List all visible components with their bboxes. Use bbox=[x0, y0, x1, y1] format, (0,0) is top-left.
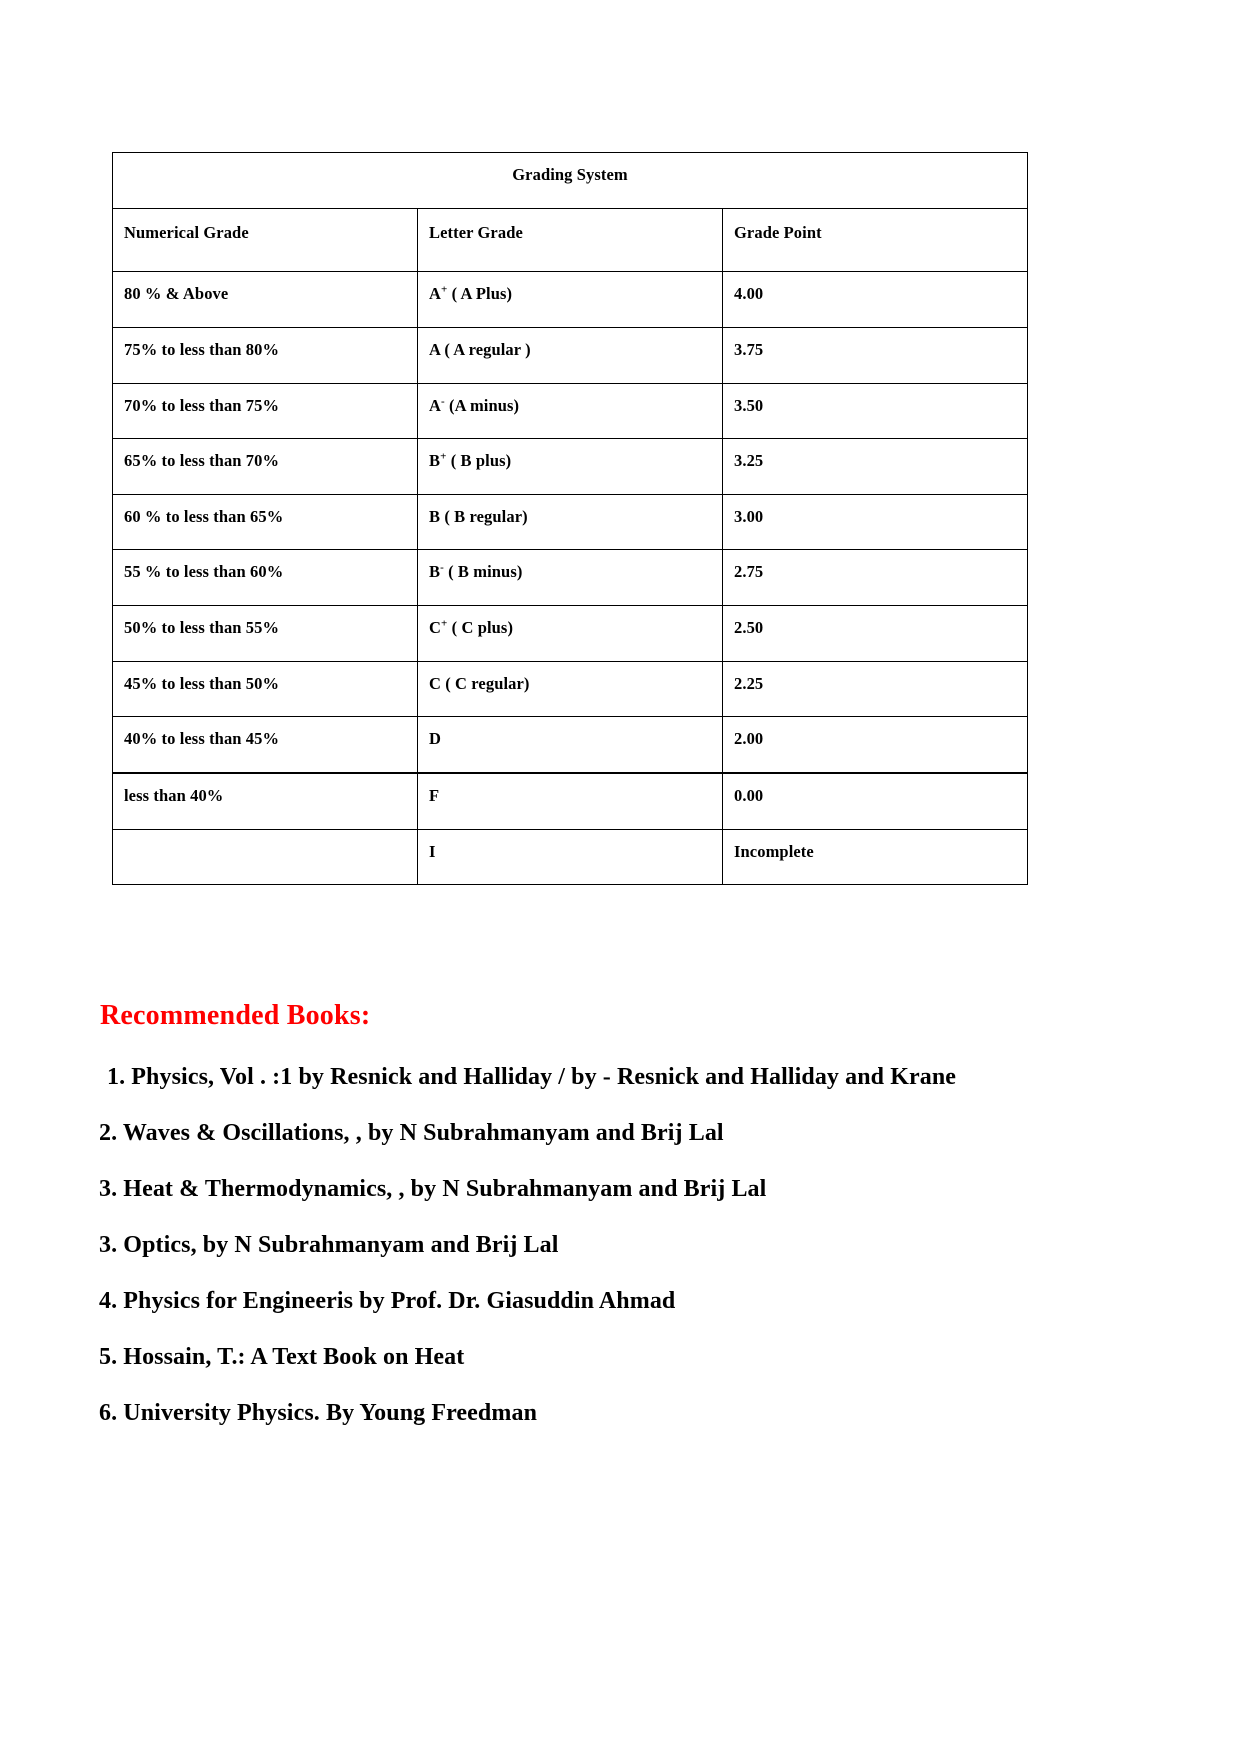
letter-grade-base: B bbox=[429, 562, 441, 582]
cell-letter-grade bbox=[418, 550, 723, 606]
cell-numerical-grade: 40% to less than 45% bbox=[113, 717, 418, 773]
cell-letter-grade bbox=[418, 272, 723, 328]
cell-letter-grade: B ( B regular) bbox=[418, 494, 723, 550]
table-row bbox=[113, 272, 1028, 328]
cell-grade-point: 3.25 bbox=[723, 439, 1028, 495]
cell-letter-grade bbox=[418, 606, 723, 662]
column-header-numerical-grade: Numerical Grade bbox=[113, 208, 418, 272]
cell-grade-point: 0.00 bbox=[723, 773, 1028, 829]
letter-grade-superscript: + bbox=[441, 283, 448, 296]
letter-grade-base: A bbox=[429, 395, 442, 415]
cell-letter-grade bbox=[418, 383, 723, 439]
letter-grade-superscript: + bbox=[441, 617, 448, 630]
table-row bbox=[113, 829, 1028, 885]
table-body bbox=[113, 153, 1028, 272]
cell-letter-grade: F bbox=[418, 773, 723, 829]
letter-grade-description: ( B plus) bbox=[446, 451, 512, 471]
book-list-item: 2. Waves & Oscillations, , by N Subrahmanyam and Brij Lal bbox=[99, 1120, 724, 1147]
cell-numerical-grade: 55 % to less than 60% bbox=[113, 550, 418, 606]
recommended-books-list bbox=[99, 1060, 1059, 1453]
book-list-item: 5. Hossain, T.: A Text Book on Heat bbox=[99, 1344, 465, 1371]
cell-letter-grade: I bbox=[418, 829, 723, 885]
cell-numerical-grade: 50% to less than 55% bbox=[113, 606, 418, 662]
letter-grade-description: (A minus) bbox=[444, 395, 520, 415]
book-list-item: 3. Heat & Thermodynamics, , by N Subrahmanyam and Brij Lal bbox=[99, 1176, 767, 1203]
cell-grade-point: 2.75 bbox=[723, 550, 1028, 606]
cell-letter-grade bbox=[418, 439, 723, 495]
cell-grade-point: 2.50 bbox=[723, 606, 1028, 662]
cell-numerical-grade: 70% to less than 75% bbox=[113, 383, 418, 439]
table-row bbox=[113, 550, 1028, 606]
letter-grade-base: B bbox=[429, 451, 441, 471]
table-title-row bbox=[113, 153, 1028, 209]
cell-grade-point: 2.00 bbox=[723, 717, 1028, 773]
cell-numerical-grade: 75% to less than 80% bbox=[113, 327, 418, 383]
table-row bbox=[113, 606, 1028, 662]
cell-grade-point: Incomplete bbox=[723, 829, 1028, 885]
cell-grade-point: 3.75 bbox=[723, 327, 1028, 383]
column-header-letter-grade: Letter Grade bbox=[418, 208, 723, 272]
book-list-item: 1. Physics, Vol . :1 by Resnick and Halliday / by - Resnick and Halliday and Krane bbox=[107, 1064, 957, 1090]
table-row bbox=[113, 439, 1028, 495]
cell-letter-grade: A ( A regular ) bbox=[418, 327, 723, 383]
letter-grade-base: A bbox=[429, 284, 442, 304]
letter-grade-base: C bbox=[429, 618, 442, 637]
cell-letter-grade: C ( C regular) bbox=[418, 661, 723, 717]
cell-numerical-grade: less than 40% bbox=[113, 773, 418, 829]
cell-numerical-grade bbox=[113, 829, 418, 885]
grading-system-table-container bbox=[112, 152, 1028, 885]
column-header-grade-point: Grade Point bbox=[723, 208, 1028, 272]
table-row bbox=[113, 773, 1028, 829]
letter-grade-superscript: - bbox=[440, 561, 444, 574]
table-row bbox=[113, 717, 1028, 773]
cell-grade-point: 2.25 bbox=[723, 661, 1028, 717]
cell-letter-grade: D bbox=[418, 717, 723, 773]
cell-grade-point: 3.50 bbox=[723, 383, 1028, 439]
table-row bbox=[113, 661, 1028, 717]
cell-grade-point: 4.00 bbox=[723, 272, 1028, 328]
letter-grade-description: ( C plus) bbox=[447, 618, 514, 637]
letter-grade-superscript: + bbox=[440, 450, 447, 463]
table-title: Grading System bbox=[113, 153, 1028, 209]
table-header-row bbox=[113, 208, 1028, 272]
book-list-item: 4. Physics for Engineeris by Prof. Dr. Giasuddin Ahmad bbox=[99, 1288, 676, 1315]
recommended-books-heading: Recommended Books: bbox=[100, 1000, 371, 1031]
grading-rows-body bbox=[113, 272, 1028, 885]
cell-numerical-grade: 65% to less than 70% bbox=[113, 439, 418, 495]
cell-numerical-grade: 60 % to less than 65% bbox=[113, 494, 418, 550]
letter-grade-description: ( B minus) bbox=[443, 562, 523, 582]
grading-system-table bbox=[112, 152, 1028, 885]
cell-numerical-grade: 45% to less than 50% bbox=[113, 661, 418, 717]
book-list-item: 6. University Physics. By Young Freedman bbox=[99, 1400, 538, 1427]
cell-grade-point: 3.00 bbox=[723, 494, 1028, 550]
table-row bbox=[113, 383, 1028, 439]
letter-grade-description: ( A Plus) bbox=[447, 284, 513, 304]
table-row bbox=[113, 494, 1028, 550]
cell-numerical-grade: 80 % & Above bbox=[113, 272, 418, 328]
book-list-item: 3. Optics, by N Subrahmanyam and Brij Lal bbox=[99, 1232, 559, 1259]
letter-grade-superscript: - bbox=[441, 395, 445, 407]
table-row bbox=[113, 327, 1028, 383]
